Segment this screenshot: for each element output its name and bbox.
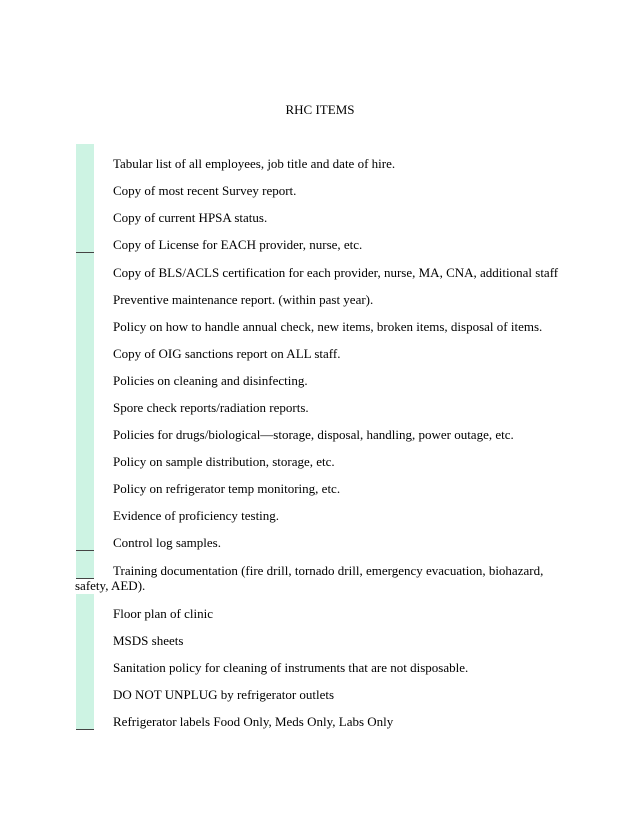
checkbox-blank[interactable] [76,388,94,416]
checkbox-blank[interactable] [76,361,94,389]
item-text: Copy of OIG sanctions report on ALL staff. [113,346,341,361]
checkbox-blank[interactable] [76,469,94,497]
checkbox-blank[interactable] [76,523,94,551]
checkbox-blank[interactable] [76,702,94,730]
item-text: Preventive maintenance report. (within past year). [113,292,374,307]
checkbox-blank[interactable] [76,171,94,199]
checkbox-blank[interactable] [76,144,94,172]
checkbox-blank[interactable] [76,621,94,649]
item-text: MSDS sheets [113,633,184,648]
item-text: Training documentation (fire drill, tornado drill, emergency evacuation, biohazard, [113,563,544,578]
checkbox-blank[interactable] [76,198,94,226]
item-text: Policy on sample distribution, storage, etc. [113,454,335,469]
checkbox-blank[interactable] [76,334,94,362]
checkbox-blank[interactable] [76,225,94,253]
checkbox-blank[interactable] [76,307,94,335]
page-title: RHC ITEMS [285,102,355,117]
item-text: DO NOT UNPLUG by refrigerator outlets [113,687,335,702]
checkbox-blank[interactable] [76,675,94,703]
item-text: Control log samples. [113,535,221,550]
item-text: Copy of License for EACH provider, nurse, etc. [113,237,363,252]
checkbox-blank[interactable] [76,594,94,622]
item-text: Spore check reports/radiation reports. [113,400,309,415]
checkbox-blank[interactable] [76,280,94,308]
item-text: Policies for drugs/biological—storage, disposal, handling, power outage, etc. [113,427,514,442]
item-text: Policy on refrigerator temp monitoring, etc. [113,481,341,496]
item-text: Tabular list of all employees, job title and date of hire. [113,156,396,171]
item-text: Policy on how to handle annual check, new items, broken items, disposal of items. [113,319,543,334]
item-text: Copy of BLS/ACLS certification for each provider, nurse, MA, CNA, additional staff [113,265,559,280]
checkbox-blank[interactable] [76,551,94,579]
item-text: Evidence of proficiency testing. [113,508,280,523]
item-text: Refrigerator labels Food Only, Meds Only, Labs Only [113,714,394,729]
item-text: Sanitation policy for cleaning of instruments that are not disposable. [113,660,469,675]
item-text: Copy of current HPSA status. [113,210,268,225]
item-text: Floor plan of clinic [113,606,214,621]
item-text-continuation: safety, AED). [75,578,146,593]
checkbox-blank[interactable] [76,442,94,470]
checkbox-blank[interactable] [76,253,94,281]
checkbox-blank[interactable] [76,496,94,524]
checkbox-blank[interactable] [76,415,94,443]
item-text: Policies on cleaning and disinfecting. [113,373,308,388]
checkbox-blank[interactable] [76,648,94,676]
item-text: Copy of most recent Survey report. [113,183,297,198]
